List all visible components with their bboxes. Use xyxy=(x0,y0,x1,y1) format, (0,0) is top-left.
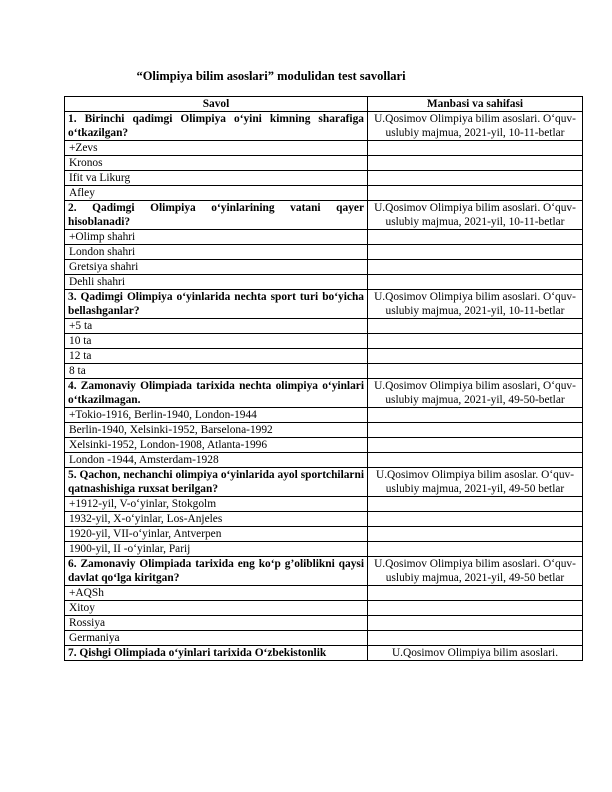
answer-option: 1920-yil, VII-o‘yinlar, Antverpen xyxy=(65,527,368,542)
answer-row xyxy=(65,512,583,527)
answer-row xyxy=(65,186,583,201)
answer-source-empty xyxy=(368,527,583,542)
answer-source-empty xyxy=(368,171,583,186)
question-text: 7. Qishgi Olimpiada o‘yinlari tarixida O‘zbekistonlik xyxy=(65,646,368,661)
answer-source-empty xyxy=(368,423,583,438)
answer-option: Dehli shahri xyxy=(65,275,368,290)
answer-source-empty xyxy=(368,408,583,423)
answer-option: Berlin-1940, Xelsinki-1952, Barselona-1992 xyxy=(65,423,368,438)
answer-option: 8 ta xyxy=(65,364,368,379)
answer-row xyxy=(65,245,583,260)
page-title xyxy=(0,69,612,84)
answer-row xyxy=(65,453,583,468)
answer-row xyxy=(65,141,583,156)
answer-source-empty xyxy=(368,275,583,290)
answer-source-empty xyxy=(368,453,583,468)
answer-option: +1912-yil, V-o‘yinlar, Stokgolm xyxy=(65,497,368,512)
question-row xyxy=(65,379,583,408)
answer-option: +Zevs xyxy=(65,141,368,156)
answer-option: Xelsinki-1952, London-1908, Atlanta-1996 xyxy=(65,438,368,453)
answer-source-empty xyxy=(368,542,583,557)
answer-row xyxy=(65,631,583,646)
answer-row xyxy=(65,616,583,631)
answer-row xyxy=(65,171,583,186)
answer-source-empty xyxy=(368,349,583,364)
answer-row xyxy=(65,349,583,364)
answer-source-empty xyxy=(368,319,583,334)
answer-row xyxy=(65,527,583,542)
question-source: U.Qosimov Olimpiya bilim asoslari. O‘quv-uslubiy majmua, 2021-yil, 10-11-betlar xyxy=(368,290,583,319)
answer-source-empty xyxy=(368,260,583,275)
question-text: 3. Qadimgi Olimpiya o‘yinlarida nechta sport turi bo‘yicha bellashganlar? xyxy=(65,290,368,319)
answer-option: Afley xyxy=(65,186,368,201)
answer-option: 10 ta xyxy=(65,334,368,349)
answer-row xyxy=(65,586,583,601)
answer-source-empty xyxy=(368,438,583,453)
answer-source-empty xyxy=(368,616,583,631)
answer-source-empty xyxy=(368,364,583,379)
answer-option: 12 ta xyxy=(65,349,368,364)
answer-source-empty xyxy=(368,631,583,646)
answer-source-empty xyxy=(368,601,583,616)
answer-row xyxy=(65,334,583,349)
table-header-row xyxy=(65,97,583,112)
answer-row xyxy=(65,423,583,438)
answer-option: Kronos xyxy=(65,156,368,171)
question-text: 1. Birinchi qadimgi Olimpiya o‘yini kimning sharafiga o‘tkazilgan? xyxy=(65,112,368,141)
question-row xyxy=(65,557,583,586)
answer-option: +5 ta xyxy=(65,319,368,334)
answer-option: +Olimp shahri xyxy=(65,230,368,245)
answer-row xyxy=(65,230,583,245)
header-manba: Manbasi va sahifasi xyxy=(368,97,583,112)
question-text: 5. Qachon, nechanchi olimpiya o‘yinlarida ayol sportchilarni qatnashishiga ruxsat berilgan? xyxy=(65,468,368,497)
question-text: 4. Zamonaviy Olimpiada tarixida nechta olimpiya o‘yinlari o‘tkazilmagan. xyxy=(65,379,368,408)
answer-option: Germaniya xyxy=(65,631,368,646)
question-source: U.Qosimov Olimpiya bilim asoslar. O‘quv-uslubiy majmua, 2021-yil, 49-50 betlar xyxy=(368,468,583,497)
answer-row xyxy=(65,275,583,290)
page-title-text: “Olimpiya bilim asoslari” modulidan test savollari xyxy=(136,69,406,83)
answer-row xyxy=(65,438,583,453)
answer-row xyxy=(65,408,583,423)
question-row xyxy=(65,468,583,497)
header-savol: Savol xyxy=(65,97,368,112)
answer-row xyxy=(65,497,583,512)
answer-option: Gretsiya shahri xyxy=(65,260,368,275)
question-row xyxy=(65,112,583,141)
answer-option: Rossiya xyxy=(65,616,368,631)
answer-source-empty xyxy=(368,586,583,601)
table-body xyxy=(65,112,583,661)
question-row xyxy=(65,201,583,230)
question-source: U.Qosimov Olimpiya bilim asoslari. xyxy=(368,646,583,661)
answer-option: London shahri xyxy=(65,245,368,260)
question-text: 6. Zamonaviy Olimpiada tarixida eng ko‘p g’oliblikni qaysi davlat qo‘lga kiritgan? xyxy=(65,557,368,586)
answer-option: Xitoy xyxy=(65,601,368,616)
answer-option: Ifit va Likurg xyxy=(65,171,368,186)
question-source: U.Qosimov Olimpiya bilim asoslari. O‘quv-uslubiy majmua, 2021-yil, 10-11-betlar xyxy=(368,201,583,230)
answer-row xyxy=(65,364,583,379)
question-row xyxy=(65,646,583,661)
answer-source-empty xyxy=(368,156,583,171)
question-source: U.Qosimov Olimpiya bilim asoslari. O‘quv-uslubiy majmua, 2021-yil, 49-50 betlar xyxy=(368,557,583,586)
answer-source-empty xyxy=(368,512,583,527)
answer-source-empty xyxy=(368,334,583,349)
question-source: U.Qosimov Olimpiya bilim asoslari, O‘quv-uslubiy majmua, 2021-yil, 49-50-betlar xyxy=(368,379,583,408)
answer-option: 1900-yil, II -o‘yinlar, Parij xyxy=(65,542,368,557)
answer-option: 1932-yil, X-o‘yinlar, Los-Anjeles xyxy=(65,512,368,527)
answer-source-empty xyxy=(368,497,583,512)
answer-row xyxy=(65,319,583,334)
answer-source-empty xyxy=(368,141,583,156)
question-row xyxy=(65,290,583,319)
questions-table xyxy=(64,96,583,661)
answer-source-empty xyxy=(368,186,583,201)
answer-row xyxy=(65,260,583,275)
answer-option: +Tokio-1916, Berlin-1940, London-1944 xyxy=(65,408,368,423)
answer-option: +AQSh xyxy=(65,586,368,601)
answer-option: London -1944, Amsterdam-1928 xyxy=(65,453,368,468)
answer-row xyxy=(65,601,583,616)
answer-source-empty xyxy=(368,245,583,260)
question-text: 2. Qadimgi Olimpiya o‘yinlarining vatani qayer hisoblanadi? xyxy=(65,201,368,230)
question-source: U.Qosimov Olimpiya bilim asoslari. O‘quv-uslubiy majmua, 2021-yil, 10-11-betlar xyxy=(368,112,583,141)
answer-source-empty xyxy=(368,230,583,245)
answer-row xyxy=(65,156,583,171)
answer-row xyxy=(65,542,583,557)
